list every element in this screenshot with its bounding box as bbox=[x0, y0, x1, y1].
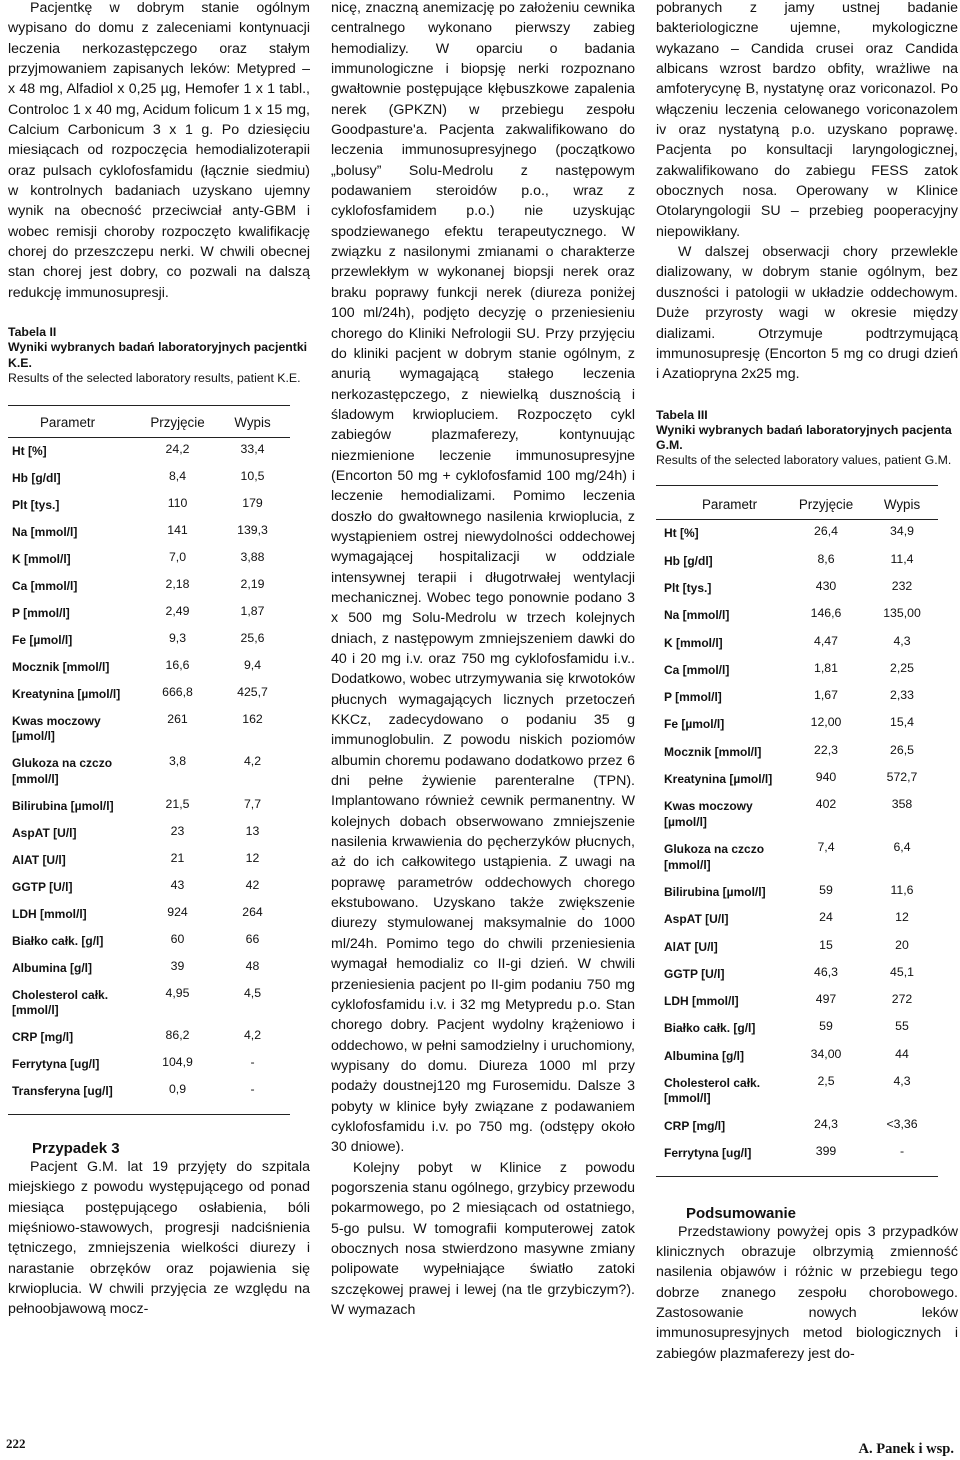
table3-cell-admission: 430 bbox=[815, 578, 837, 593]
table3-cell-param: Hb [g/dl] bbox=[664, 553, 713, 568]
table3-cell-param: Ca [mmol/l] bbox=[664, 662, 730, 677]
table3-cell-discharge: 2,25 bbox=[890, 660, 914, 675]
table2-cell-param: GGTP [U/l] bbox=[12, 879, 73, 894]
table2-row bbox=[8, 600, 290, 627]
table2-cell-admission: 104,9 bbox=[162, 1055, 193, 1070]
table2-cell-admission: 110 bbox=[167, 495, 188, 510]
table2-row bbox=[8, 492, 290, 519]
table3-cell-param: K [mmol/l] bbox=[664, 635, 723, 650]
table3-cell-admission: 1,81 bbox=[814, 660, 838, 675]
table2-cell-admission: 4,95 bbox=[165, 985, 190, 1000]
summary-heading: Podsumowanie bbox=[686, 1204, 797, 1222]
table3-cell-discharge: 4,3 bbox=[893, 1073, 911, 1088]
table3-cell-discharge: 2,33 bbox=[890, 688, 914, 703]
table3-cell-discharge: 20 bbox=[895, 937, 909, 952]
table2-cell-admission: 21,5 bbox=[165, 796, 190, 811]
table3-row bbox=[656, 1043, 938, 1070]
paragraph-mycology: pobranych z jamy ustnej badanie bakteriologiczne ujemne, mykologiczne wykazano – Candida crusei oraz Candida albicans wzrost bardzo obfity, wrażliwe na amfoterycynę B, nystatynę oraz voriconazol. Po włączeniu leczenia celowanego voriconazolem iv oraz nystatyną p.o. uzyskano poprawę. Pacjenta po konsultacji laryngologicznej, zakwalifikowano do zabiegu FESS zatok obocznych nosa. Operowany w Klinice Otolaryngologii SU – przebieg pooperacyjny niepowikłany. bbox=[656, 0, 958, 240]
table3-row bbox=[656, 1070, 938, 1113]
table3-cell-admission: 46,3 bbox=[814, 964, 838, 979]
table2-cell-param: CRP [mg/l] bbox=[12, 1030, 74, 1045]
table2-cell-discharge: 66 bbox=[245, 931, 260, 946]
table3-cell-admission: 497 bbox=[815, 992, 837, 1007]
table2-cell-discharge: 425,7 bbox=[237, 684, 268, 699]
table3-row bbox=[656, 1140, 938, 1176]
table2-cell-param: Glukoza na czczo [mmol/l] bbox=[12, 756, 113, 786]
table3-cell-admission: 59 bbox=[819, 1019, 833, 1034]
table2-cell-param: Mocznik [mmol/l] bbox=[12, 659, 110, 674]
table3-cell-admission: 22,3 bbox=[814, 742, 838, 757]
table3-cell-param: Albumina [g/l] bbox=[664, 1048, 744, 1063]
table2-cell-discharge: 33,4 bbox=[240, 441, 265, 456]
table3 bbox=[656, 485, 938, 1176]
table3-cell-admission: 15 bbox=[819, 937, 833, 952]
table3-cell-admission: 4,47 bbox=[814, 633, 838, 648]
table2-cell-admission: 924 bbox=[167, 904, 188, 919]
table2-cell-admission: 60 bbox=[170, 931, 185, 946]
table2-cell-admission: 261 bbox=[167, 711, 188, 726]
table3-row bbox=[656, 739, 938, 766]
table2-cell-discharge: 139,3 bbox=[237, 522, 268, 537]
table2-cell-admission: 43 bbox=[170, 877, 185, 892]
paragraph-discharge: Pacjentkę w dobrym stanie ogólnym wypisano do domu z zaleceniami kontynuacji leczenia nerkozastępczego oraz stałym przyjmowaniem zapisanych leków: Metypred – x 48 mg, Alfadiol x 0,25 µg, Hemofer 1 x 1 tabl., Controloc 1 x 40 mg, Acidum folicum 1 x 15 mg, Calcium Carbonicum 3 x 1 g. Po dziesięciu miesiącach od rozpoczęcia hemodializoterapii oraz pulsach cyklofosfamidu (łącznie siedmiu) w kontrolnych badaniach uzyskano ujemny wynik na obecność przeciwciał anty-GBM i wobec remisji choroby rozpoczęto kwalifikację chorej do przeszczepu nerki. W chwili obecnej stan chorej jest dobry, co pozwali na dalszą redukcję immunosupresji. bbox=[8, 0, 310, 301]
table2-title-pl: Wyniki wybranych badań laboratoryjnych pacjentki K.E. bbox=[8, 340, 308, 370]
table2-cell-param: Ferrytyna [ug/l] bbox=[12, 1057, 100, 1072]
table3-row bbox=[656, 602, 938, 629]
paragraph-summary: Przedstawiony powyżej opis 3 przypadków klinicznych obrazuje olbrzymią zmienność nasilenia objawów i różnic w przebiegu tego dobrze znanego zespołu chorobowego. Zastosowanie nowych leków immunosupresyjnych metod biologicznych i zabiegów plazmaferezy jest do- bbox=[656, 1223, 958, 1362]
table2-cell-discharge: 162 bbox=[242, 711, 263, 726]
table2-cell-admission: 2,49 bbox=[165, 603, 190, 618]
table3-cell-admission: 8,6 bbox=[817, 551, 835, 566]
table2-row bbox=[8, 654, 290, 681]
table3-cell-discharge: 272 bbox=[891, 992, 913, 1007]
table2-cell-admission: 21 bbox=[170, 850, 185, 865]
table2-cell-param: AlAT [U/l] bbox=[12, 852, 66, 867]
table2-cell-discharge: 3,88 bbox=[240, 549, 265, 564]
table2-cell-admission: 3,8 bbox=[168, 754, 187, 769]
table2-row bbox=[8, 437, 290, 465]
table3-cell-param: Mocznik [mmol/l] bbox=[664, 744, 762, 759]
table3-cell-param: Na [mmol/l] bbox=[664, 608, 730, 623]
table2-row bbox=[8, 1024, 290, 1051]
table3-row bbox=[656, 1113, 938, 1140]
table2-row bbox=[8, 750, 290, 793]
table2-row bbox=[8, 847, 290, 874]
table3-cell-discharge: 11,6 bbox=[890, 882, 914, 897]
table2-cell-discharge: 4,2 bbox=[243, 1028, 262, 1043]
table3-cell-param: AlAT [U/l] bbox=[664, 939, 718, 954]
table2-cell-admission: 86,2 bbox=[165, 1028, 190, 1043]
table3-caption bbox=[656, 408, 958, 469]
table2-cell-discharge: 179 bbox=[242, 495, 263, 510]
table2-cell-admission: 23 bbox=[170, 823, 185, 838]
table2-row bbox=[8, 681, 290, 708]
table3-cell-discharge: 4,3 bbox=[893, 633, 911, 648]
table2-cell-discharge: 10,5 bbox=[240, 468, 265, 483]
table2-row bbox=[8, 519, 290, 546]
table3-cell-discharge: 26,5 bbox=[890, 742, 914, 757]
table2-cell-discharge: 264 bbox=[242, 904, 263, 919]
table3-cell-admission: 1,67 bbox=[814, 688, 838, 703]
case3-heading: Przypadek 3 bbox=[32, 1139, 120, 1157]
table3-cell-admission: 12,00 bbox=[810, 715, 842, 730]
table2-cell-admission: 7,0 bbox=[168, 549, 187, 564]
table3-cell-param: Glukoza na czczo [mmol/l] bbox=[664, 842, 765, 872]
table2-cell-discharge: 4,5 bbox=[243, 985, 262, 1000]
table2-cell-discharge: - bbox=[250, 1082, 255, 1097]
table3-cell-admission: 2,5 bbox=[817, 1073, 835, 1088]
table3-title-pl: Wyniki wybranych badań laboratoryjnych pacjenta G.M. bbox=[656, 422, 952, 452]
table3-cell-param: Bilirubina [µmol/l] bbox=[664, 884, 766, 899]
running-authors: A. Panek i wsp. bbox=[858, 1441, 954, 1457]
table3-cell-admission: 34,00 bbox=[810, 1046, 842, 1061]
table2-cell-discharge: 4,2 bbox=[243, 754, 262, 769]
table3-cell-param: CRP [mg/l] bbox=[664, 1118, 726, 1133]
table3-cell-admission: 940 bbox=[815, 770, 837, 785]
table2-row bbox=[8, 1051, 290, 1078]
table2-row bbox=[8, 546, 290, 573]
table3-cell-param: GGTP [U/l] bbox=[664, 966, 725, 981]
table3-row bbox=[656, 711, 938, 738]
table3-body bbox=[656, 520, 938, 1176]
table2-label: Tabela II bbox=[8, 325, 57, 340]
table3-header-admission: Przyjęcie bbox=[786, 486, 866, 520]
table3-row bbox=[656, 684, 938, 711]
table2-row bbox=[8, 708, 290, 751]
table2-row bbox=[8, 465, 290, 492]
table2-cell-admission: 8,4 bbox=[168, 468, 187, 483]
table2-row bbox=[8, 955, 290, 982]
table3-header-row bbox=[656, 486, 938, 520]
paragraph-case3-intro: Pacjent G.M. lat 19 przyjęty do szpitala miejskiego z powodu występującego od ponad miesiąca postępującego osłabienia, bóli mięśniowo-stawowych, progresji nadciśnienia tętniczego, zmniejszenia wielkości diurezy i narastanie obrzęków oraz pojawienia się krwioplucia. W chwili przyjęcia ze względu na pełnoobjawową mocz- bbox=[8, 1158, 310, 1318]
table3-cell-admission: 399 bbox=[815, 1144, 837, 1159]
table3-row bbox=[656, 836, 938, 879]
table3-cell-param: LDH [mmol/l] bbox=[664, 994, 739, 1009]
page-number: 222 bbox=[6, 1436, 26, 1451]
table2-row bbox=[8, 982, 290, 1025]
table2-title-en: Results of the selected laboratory results, patient K.E. bbox=[8, 370, 301, 385]
table2-cell-discharge: 7,7 bbox=[243, 796, 262, 811]
table3-cell-admission: 59 bbox=[819, 882, 833, 897]
table2-cell-admission: 141 bbox=[167, 522, 188, 537]
table2-cell-param: Kreatynina [µmol/l] bbox=[12, 686, 121, 701]
table2-cell-discharge: 13 bbox=[245, 823, 260, 838]
table3-row bbox=[656, 1015, 938, 1042]
table3-cell-param: Ferrytyna [ug/l] bbox=[664, 1146, 752, 1161]
table2-cell-param: Plt [tys.] bbox=[12, 497, 60, 512]
table2-cell-param: AspAT [U/l] bbox=[12, 825, 77, 840]
table2-header-discharge: Wypis bbox=[215, 405, 290, 437]
table2-cell-admission: 16,6 bbox=[165, 657, 190, 672]
table3-title-en: Results of the selected laboratory values, patient G.M. bbox=[656, 453, 952, 468]
table2-row bbox=[8, 1078, 290, 1114]
table3-cell-param: Fe [µmol/l] bbox=[664, 717, 725, 732]
table3-row bbox=[656, 766, 938, 793]
table2-cell-param: Fe [µmol/l] bbox=[12, 632, 73, 647]
table3-cell-discharge: 12 bbox=[895, 910, 909, 925]
table2-row bbox=[8, 928, 290, 955]
table3-row bbox=[656, 548, 938, 575]
table2-cell-param: Hb [g/dl] bbox=[12, 470, 61, 485]
paragraph-case3-course: nicę, znaczną anemizację po założeniu cewnika centralnego wykonano pierwszy zabieg hemodializy. W oparciu o badania immunologiczne i biopsję nerki rozpoznano gwałtownie postępujące kłębuszkowe zapalenia nerek (GPKZN) w przebiegu zespołu Goodpasture'a. Pacjenta zakwalifikowano do leczenia immunosupresyjnego (początkowo „bolusy” Solu-Medrolu z następowym podawaniem steroidów p.o., wraz z cyklofosfamidem p.o.) nie uzyskując spodziewanego efektu terapeutycznego. W związku z nasilonymi zmianami o charakterze przewlekłym w wykonanej biopsji nerek oraz braku poprawy funkcji nerek (diureza poniżej 100 ml/24h), podjęto decyzję o przeniesieniu chorego do Kliniki Nefrologii SU. Przy przyjęciu do kliniki pacjent w dobrym stanie ogólnym, z anurią wymagającą stałego leczenia nerkozastępczego, z niewielką dusznością i śladowym krwiopluciem. Rozpoczęto cykl zabiegów plazmaferezy, kontynuując niezmienione leczenie immunosupresyjne (Encorton 50 mg + cyklofosfamid 100 mg/24h) i leczenie hemodializami. Pomimo leczenia doszło do gwałtownego nasilenia krwioplucia, z wystąpieniem ostrej niewydolności oddechowej wymagającej hospitalizacji w oddziale intensywnej terapii i długotrwałej wentylacji mechanicznej. Wobec tego ponownie podano 3 x 500 mg Solu-Medrolu w trzech kolejnych dniach, z następowym zmniejszeniem dawki do 40 i 20 mg i.v. oraz 750 mg cyklofosfamidu i.v.. Dodatkowo, wobec utrzymywania się krwotoków płucnych wymagających licznych przetoczeń KKCz, zadecydowano o podaniu 35 g immunoglobulin. Z powodu niskich poziomów albumin choremu podawano dodatkowo przez 6 dni pełne żywienie parenteralne (TPN). Implantowano również cewnik permanentny. W kolejnych dobach obserwowano zmniejszenie nasilenia krwawienia do pęcherzyków płucnych, aż do ich całkowitego ustąpienia. Z uwagi na poprawę parametrów oddechowych chorego ekstubowano. Uzyskano także zwiększenie diurezy stymulowanej maksymalnie do 1000 ml/24h. Pomimo tego do chwili przeniesienia wymagał hemodializ co II-gi dzień. W chwili przeniesienia pacjent po II-gim podaniu 750 mg cyklofosfamidu i.v. i 32 mg Metypredu p.o. Stan chorego dobry. Pacjent wydolny krążeniowo i oddechowo, w pełni samodzielny i uruchomiony, wypisany do domu. Diureza 1000 ml przy podaży doustnej120 mg Furosemidu. Dalsze 3 pobyty w klinice były związane z podawaniem cyklofosfamidu i.v. po 750 mg. (odstępy około 30 dniowe). bbox=[331, 0, 635, 1156]
table3-cell-discharge: 135,00 bbox=[883, 606, 921, 621]
table2 bbox=[8, 405, 290, 1115]
table3-row bbox=[656, 520, 938, 548]
table2-row bbox=[8, 627, 290, 654]
table2-row bbox=[8, 874, 290, 901]
table3-label: Tabela III bbox=[656, 407, 708, 422]
table2-cell-admission: 24,2 bbox=[165, 441, 190, 456]
table3-row bbox=[656, 906, 938, 933]
table3-cell-discharge: 34,9 bbox=[890, 524, 914, 539]
table2-cell-discharge: 9,4 bbox=[243, 657, 262, 672]
table2-cell-param: Ca [mmol/l] bbox=[12, 578, 78, 593]
table3-cell-discharge: 55 bbox=[895, 1019, 909, 1034]
table3-cell-param: P [mmol/l] bbox=[664, 690, 722, 705]
table3-row bbox=[656, 934, 938, 961]
table2-cell-admission: 0,9 bbox=[168, 1082, 187, 1097]
table3-cell-discharge: 45,1 bbox=[890, 964, 914, 979]
table2-cell-param: Cholesterol całk. [mmol/l] bbox=[12, 987, 109, 1018]
table2-cell-discharge: 42 bbox=[245, 877, 260, 892]
table2-cell-admission: 2,18 bbox=[165, 576, 190, 591]
table3-cell-admission: 146,6 bbox=[810, 606, 842, 621]
table2-cell-param: Albumina [g/l] bbox=[12, 960, 92, 975]
table3-row bbox=[656, 961, 938, 988]
table3-row bbox=[656, 793, 938, 836]
table3-cell-admission: 402 bbox=[815, 797, 837, 812]
table2-row bbox=[8, 901, 290, 928]
table2-cell-discharge: 12 bbox=[245, 850, 260, 865]
table3-cell-param: Kreatynina [µmol/l] bbox=[664, 772, 773, 787]
table2-cell-param: Kwas moczowy [µmol/l] bbox=[12, 713, 101, 744]
table2-cell-discharge: 1,87 bbox=[240, 603, 265, 618]
table3-cell-discharge: 232 bbox=[891, 578, 913, 593]
table3-row bbox=[656, 575, 938, 602]
column-middle bbox=[331, 0, 635, 1320]
table2-cell-param: K [mmol/l] bbox=[12, 551, 71, 566]
table2-cell-discharge: 25,6 bbox=[240, 630, 265, 645]
table3-cell-admission: 7,4 bbox=[817, 840, 835, 855]
table3-cell-discharge: 6,4 bbox=[893, 840, 911, 855]
table2-cell-admission: 39 bbox=[170, 958, 185, 973]
table2-cell-discharge: - bbox=[250, 1055, 255, 1070]
table3-cell-param: Cholesterol całk. [mmol/l] bbox=[664, 1075, 761, 1106]
table3-header-param: Parametr bbox=[656, 486, 786, 520]
table3-cell-discharge: <3,36 bbox=[886, 1116, 918, 1131]
table3-row bbox=[656, 879, 938, 906]
table2-caption bbox=[8, 325, 310, 386]
table2-cell-param: Na [mmol/l] bbox=[12, 524, 78, 539]
table2-cell-param: LDH [mmol/l] bbox=[12, 906, 87, 921]
table2-cell-discharge: 2,19 bbox=[240, 576, 265, 591]
table3-row bbox=[656, 988, 938, 1015]
table2-cell-param: Białko całk. [g/l] bbox=[12, 933, 104, 948]
table3-header-discharge: Wypis bbox=[866, 486, 938, 520]
table3-row bbox=[656, 630, 938, 657]
table3-cell-param: Białko całk. [g/l] bbox=[664, 1021, 756, 1036]
table3-cell-param: Plt [tys.] bbox=[664, 580, 712, 595]
table2-body bbox=[8, 437, 290, 1114]
table3-cell-param: Ht [%] bbox=[664, 526, 699, 541]
table3-cell-param: Kwas moczowy [µmol/l] bbox=[664, 799, 753, 829]
table2-cell-admission: 666,8 bbox=[162, 684, 193, 699]
table2-cell-param: P [mmol/l] bbox=[12, 605, 70, 620]
table3-cell-discharge: 572,7 bbox=[886, 770, 918, 785]
paragraph-case3-followup: Kolejny pobyt w Klinice z powodu pogorszenia stanu ogólnego, grzybicy przewodu pokarmowego, po 2 miesiącach od ostatniego, 5-go pulsu. W tomografii komputerowej zatok obocznych nosa stwierdzono masywne zmiany polipowate wypełniające światło zatoki szczękowej prawej i lewej (na tle grzybiczym?). W wymazach bbox=[331, 1159, 635, 1318]
table3-row bbox=[656, 657, 938, 684]
table2-cell-param: Transferyna [ug/l] bbox=[12, 1084, 113, 1099]
table2-cell-discharge: 48 bbox=[245, 958, 260, 973]
column-left bbox=[8, 0, 310, 1320]
table2-header-admission: Przyjęcie bbox=[140, 405, 215, 437]
table2-cell-admission: 9,3 bbox=[168, 630, 187, 645]
table3-cell-discharge: - bbox=[899, 1144, 905, 1159]
table3-cell-discharge: 44 bbox=[895, 1046, 909, 1061]
table3-cell-admission: 24 bbox=[819, 910, 833, 925]
table3-cell-admission: 24,3 bbox=[814, 1116, 838, 1131]
table2-row bbox=[8, 820, 290, 847]
table3-cell-admission: 26,4 bbox=[814, 524, 838, 539]
table3-cell-param: AspAT [U/l] bbox=[664, 912, 729, 927]
table3-cell-discharge: 358 bbox=[891, 797, 913, 812]
table2-header-param: Parametr bbox=[8, 405, 140, 437]
table2-cell-param: Ht [%] bbox=[12, 443, 47, 458]
table3-cell-discharge: 15,4 bbox=[890, 715, 914, 730]
table2-row bbox=[8, 573, 290, 600]
table2-cell-param: Bilirubina [µmol/l] bbox=[12, 798, 114, 813]
table3-cell-discharge: 11,4 bbox=[890, 551, 914, 566]
paragraph-observation: W dalszej obserwacji chory przewlekle dializowany, w dobrym stanie ogólnym, bez duszności i patologii w układzie oddechowym. Duże przyrosty wagi w okresie między dializami. Otrzymuje podtrzymującą immunosupresję (Encorton 5 mg co drugi dzień i Azatiopryna 2x25 mg. bbox=[656, 244, 958, 383]
table2-header-row bbox=[8, 405, 290, 437]
table2-row bbox=[8, 793, 290, 820]
column-right bbox=[656, 0, 958, 1364]
